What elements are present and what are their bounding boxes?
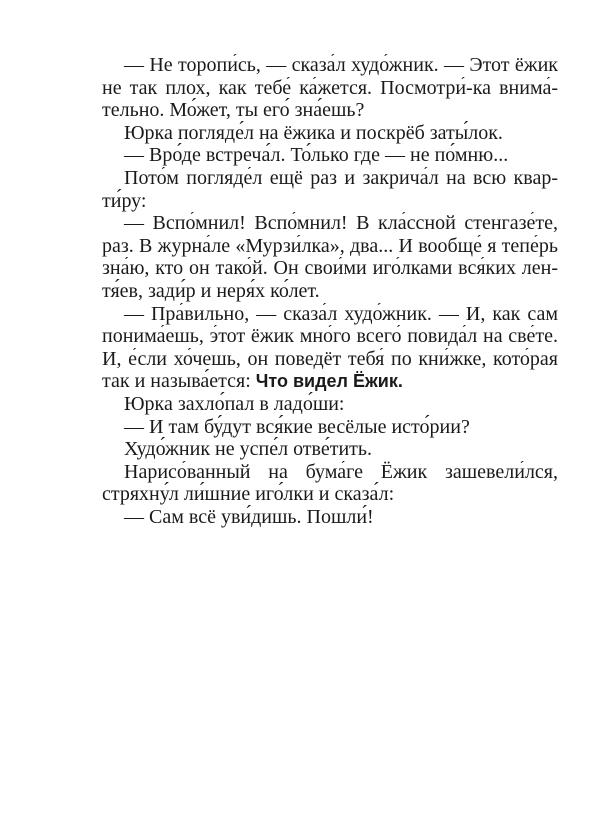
book-title: Что видел Ёжик. bbox=[255, 371, 403, 392]
text-line: — Сам всё уви́дишь. Пошли́! bbox=[124, 505, 374, 528]
text-line: не так плох, как тебе́ ка́жется. Посмотри́-ка внима́- bbox=[102, 76, 558, 99]
text-line: тя́ев, зади́р и неря́х ко́лет. bbox=[102, 279, 320, 302]
text-line: Нарисо́ванный на бума́ге Ёжик зашевели́лся, bbox=[124, 460, 558, 483]
text-line: Худо́жник не успе́л отве́тить. bbox=[124, 438, 373, 461]
text-line: — Не торопи́сь, — сказа́л худо́жник. — Этот ёжик bbox=[124, 54, 558, 76]
text-line: — Вспо́мнил! Вспо́мнил! В кла́ссной стенгазе́те, bbox=[124, 212, 558, 235]
text-line: — Пра́вильно, — сказа́л худо́жник. — И, как сам bbox=[124, 302, 558, 325]
text-line: Юрка погляде́л на ёжика и поскрёб заты́лок. bbox=[124, 121, 503, 144]
text-line: — И там бу́дут вся́кие весёлые исто́рии? bbox=[124, 415, 470, 438]
text-line: — Вро́де встреча́л. То́лько где — не по́мню... bbox=[124, 144, 509, 167]
text-line: понима́ешь, э́тот ёжик мно́го всего́ повида́л на све́те. bbox=[102, 325, 558, 348]
text-line: ти́ру: bbox=[102, 189, 147, 212]
text-line: тельно. Мо́жет, ты его́ зна́ешь? bbox=[102, 99, 365, 122]
text-line: зна́ю, кто он тако́й. Он свои́ми иго́лками вся́ких лен- bbox=[102, 257, 558, 280]
text-line: стряхну́л ли́шние иго́лки и сказа́л: bbox=[102, 483, 395, 506]
text-line: раз. В журна́ле «Мурзи́лка», два... И вообще́ я тепе́рь bbox=[102, 234, 558, 257]
text-line: Юрка захло́пал в ладо́ши: bbox=[124, 392, 345, 415]
book-page-text bbox=[102, 54, 558, 528]
text-line-start: так и называ́ется: bbox=[102, 370, 256, 393]
text-line bbox=[102, 370, 558, 393]
text-line: Пото́м погляде́л ещё раз и закрича́л на всю квар- bbox=[124, 166, 558, 189]
text-line: И, е́сли хо́чешь, он поведёт тебя́ по кни́жке, кото́рая bbox=[102, 347, 558, 370]
